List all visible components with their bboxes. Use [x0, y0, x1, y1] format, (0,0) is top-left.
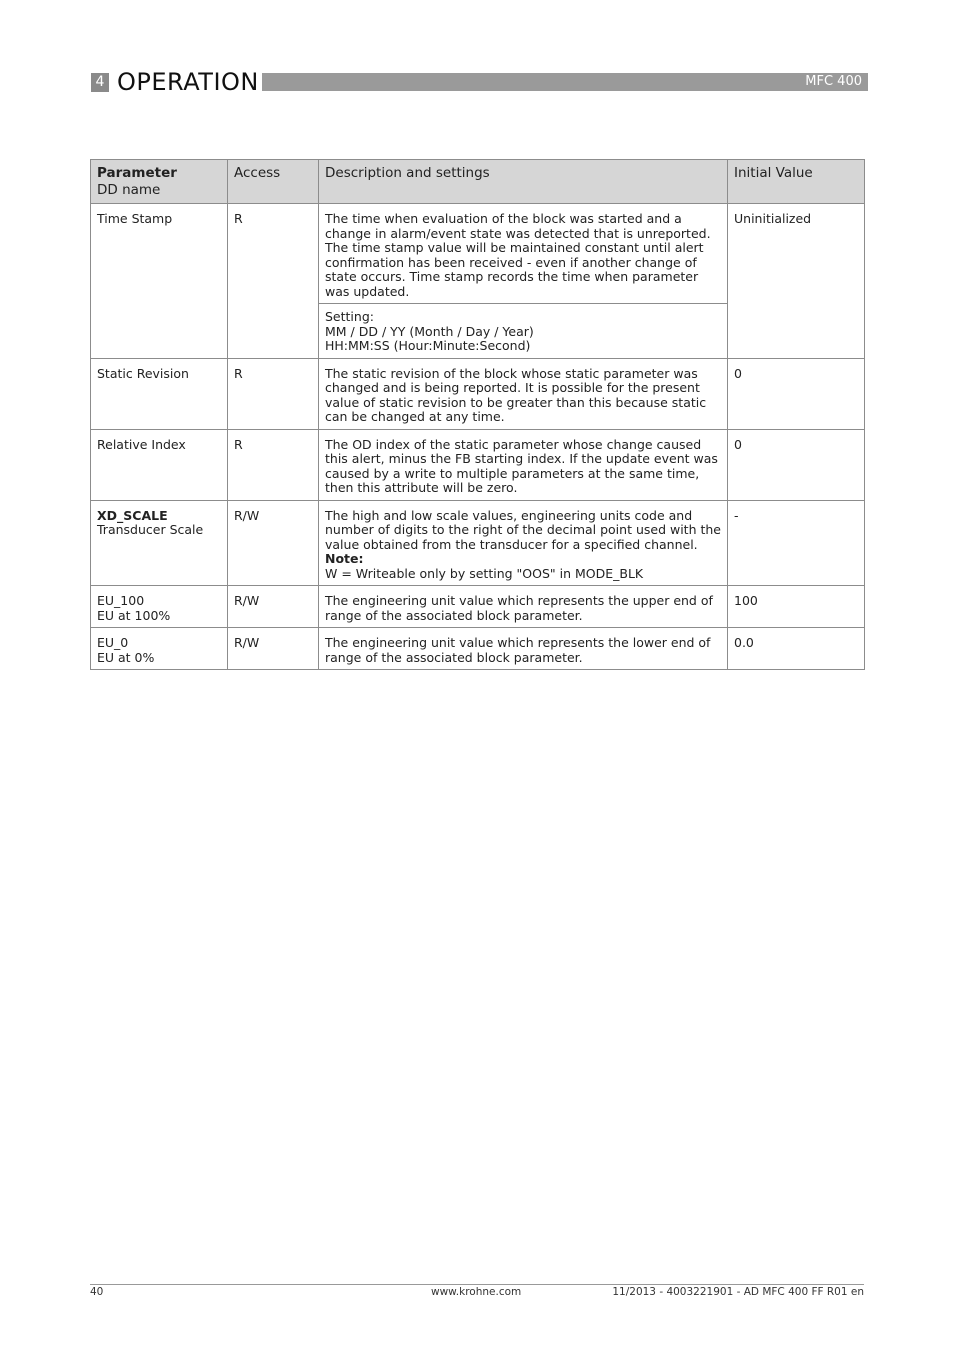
param-name: EU_0 [97, 635, 129, 650]
cell-description: The OD index of the static parameter whose change caused this alert, minus the FB starting index. If the update event was caused by a write to multiple parameters at the same time, then this attribute will be zero. [319, 429, 728, 500]
header-parameter-label: Parameter [97, 165, 177, 181]
parameter-table [90, 159, 865, 670]
cell-initial: Uninitialized [728, 204, 865, 359]
table-row [91, 586, 865, 628]
param-name: EU_100 [97, 593, 145, 608]
footer-website[interactable]: www.krohne.com [431, 1286, 522, 1298]
header-bar [262, 73, 868, 91]
table-row [91, 500, 865, 586]
cell-initial: 0 [728, 429, 865, 500]
param-name: Time Stamp [97, 211, 173, 226]
page-header [90, 68, 868, 96]
table-row [91, 358, 865, 429]
cell-access: R [228, 358, 319, 429]
page-number: 40 [90, 1286, 104, 1298]
cell-description: The engineering unit value which represents the upper end of range of the associated block parameter. [319, 586, 728, 628]
cell-access: R [228, 204, 319, 359]
description-text: The high and low scale values, engineering units code and number of digits to the right of the decimal point used with the value obtained from the transducer for a specified channel. [325, 507, 721, 552]
cell-description-setting: Setting: MM / DD / YY (Month / Day / Year) HH:MM:SS (Hour:Minute:Second) [319, 304, 728, 359]
cell-parameter [91, 500, 228, 586]
header-ddname-label: DD name [97, 182, 161, 198]
param-name: XD_SCALE [97, 507, 168, 523]
cell-access: R/W [228, 628, 319, 670]
header-access: Access [228, 160, 319, 204]
header-parameter [91, 160, 228, 204]
cell-parameter [91, 204, 228, 359]
footer-divider [90, 1284, 864, 1285]
cell-initial: 0 [728, 358, 865, 429]
cell-parameter [91, 628, 228, 670]
header-description: Description and settings [319, 160, 728, 204]
cell-description: The time when evaluation of the block was started and a change in alarm/event state was detected that is unreported. The time stamp value will be maintained constant until alert confirmation has been received - even if another change of state occurs. Time stamp records the time when parameter was updated. [319, 204, 728, 304]
param-dd-name: EU at 100% [97, 607, 171, 623]
chapter-title: OPERATION [117, 68, 259, 96]
note-text: W = Writeable only by setting "OOS" in MODE_BLK [325, 565, 644, 581]
cell-access: R/W [228, 586, 319, 628]
cell-initial: 0.0 [728, 628, 865, 670]
table-row [91, 628, 865, 670]
cell-initial: - [728, 500, 865, 586]
cell-access: R/W [228, 500, 319, 586]
param-dd-name: Transducer Scale [97, 522, 204, 537]
cell-parameter: Static Revision [91, 358, 228, 429]
cell-description [319, 500, 728, 586]
cell-parameter [91, 586, 228, 628]
cell-description: The engineering unit value which represents the lower end of range of the associated block parameter. [319, 628, 728, 670]
product-name: MFC 400 [805, 74, 862, 89]
table-row [91, 204, 865, 304]
cell-description: The static revision of the block whose static parameter was changed and is being reported. It is possible for the present value of static revision to be greater than this because static can be changed at any time. [319, 358, 728, 429]
cell-access: R [228, 429, 319, 500]
cell-initial: 100 [728, 586, 865, 628]
note-label: Note: [325, 551, 364, 566]
header-initial-value: Initial Value [728, 160, 865, 204]
table-header-row [91, 160, 865, 204]
param-dd-name: EU at 0% [97, 649, 155, 665]
footer-doc-reference: 11/2013 - 4003221901 - AD MFC 400 FF R01 en [612, 1286, 864, 1298]
table-row [91, 429, 865, 500]
cell-parameter: Relative Index [91, 429, 228, 500]
chapter-number: 4 [91, 73, 109, 92]
